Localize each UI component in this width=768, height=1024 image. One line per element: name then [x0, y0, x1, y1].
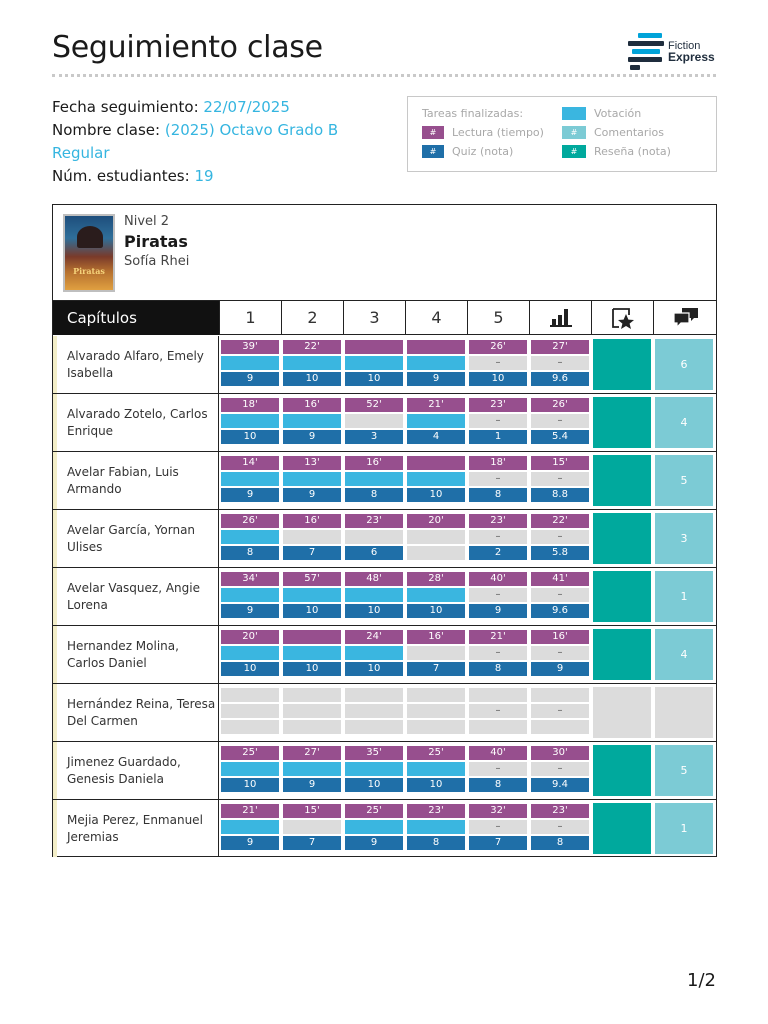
- quiz-score-cell: 3: [345, 430, 403, 444]
- reading-time-cell: 23': [531, 804, 589, 818]
- reading-time-cell: 25': [345, 804, 403, 818]
- chapter-header-1: 1: [219, 301, 281, 335]
- quiz-score-cell: 10: [345, 778, 403, 792]
- vote-cell: –: [469, 820, 527, 834]
- reading-time-cell: 23': [345, 514, 403, 528]
- quiz-score-cell: 7: [283, 836, 341, 850]
- student-row: [53, 742, 716, 800]
- reading-time-cell: 16': [283, 514, 341, 528]
- reading-time-cell: 30': [531, 746, 589, 760]
- page-number: 1/2: [687, 970, 716, 991]
- quiz-score-cell: 4: [407, 430, 465, 444]
- review-cell: [593, 687, 651, 738]
- student-name: Hernandez Molina, Carlos Daniel: [53, 626, 219, 683]
- comments-count-cell: 5: [655, 455, 713, 506]
- quiz-score-cell: [221, 720, 279, 734]
- chapter-header-2: 2: [281, 301, 343, 335]
- student-name: Avelar García, Yornan Ulises: [53, 510, 219, 567]
- vote-cell: [407, 588, 465, 602]
- review-cell: [593, 803, 651, 854]
- student-name: Alvarado Zotelo, Carlos Enrique: [53, 394, 219, 451]
- quiz-score-cell: 9: [221, 488, 279, 502]
- quiz-score-cell: [345, 720, 403, 734]
- review-cell: [593, 339, 651, 390]
- legend-resena: [562, 145, 671, 158]
- legend-lectura-label: Lectura (tiempo): [452, 126, 544, 139]
- legend-title: Tareas finalizadas:: [422, 107, 524, 120]
- vote-cell: [221, 472, 279, 486]
- vote-cell: [221, 530, 279, 544]
- reading-time-cell: [345, 340, 403, 354]
- vote-cell: –: [531, 588, 589, 602]
- review-cell: [593, 397, 651, 448]
- vote-cell: –: [531, 820, 589, 834]
- cover-title: Piratas: [73, 266, 105, 276]
- vote-cell: –: [469, 414, 527, 428]
- quiz-score-cell: 9: [221, 372, 279, 386]
- reading-time-cell: 18': [221, 398, 279, 412]
- quiz-score-cell: 9.4: [531, 778, 589, 792]
- legend-lectura: [422, 126, 544, 139]
- fecha-value: 22/07/2025: [203, 98, 290, 116]
- book-level: Nivel 2: [124, 214, 170, 229]
- reading-time-cell: 22': [531, 514, 589, 528]
- vote-cell: [221, 588, 279, 602]
- reading-time-cell: 41': [531, 572, 589, 586]
- reading-time-cell: 15': [283, 804, 341, 818]
- vote-cell: –: [531, 472, 589, 486]
- quiz-score-cell: 7: [407, 662, 465, 676]
- comments-count-cell: 1: [655, 571, 713, 622]
- reading-time-cell: 16': [345, 456, 403, 470]
- vote-cell: [345, 414, 403, 428]
- legend-comentarios-swatch: #: [562, 126, 586, 139]
- vote-cell: –: [531, 414, 589, 428]
- legend-comentarios: [562, 126, 664, 139]
- vote-cell: [407, 704, 465, 718]
- reading-time-cell: 21': [407, 398, 465, 412]
- vote-cell: –: [469, 704, 527, 718]
- quiz-score-cell: [407, 546, 465, 560]
- reading-time-cell: 20': [221, 630, 279, 644]
- reading-time-cell: 15': [531, 456, 589, 470]
- reading-time-cell: 16': [283, 398, 341, 412]
- student-name: Alvarado Alfaro, Emely Isabella: [53, 336, 219, 393]
- quiz-score-cell: 9: [283, 778, 341, 792]
- quiz-score-cell: 6: [345, 546, 403, 560]
- quiz-score-cell: 9.6: [531, 372, 589, 386]
- quiz-score-cell: 8: [469, 488, 527, 502]
- student-name: Jimenez Guardado, Genesis Daniela: [53, 742, 219, 799]
- review-cell: [593, 745, 651, 796]
- comments-icon: [653, 301, 718, 335]
- quiz-score-cell: 5.8: [531, 546, 589, 560]
- reading-time-cell: 21': [469, 630, 527, 644]
- legend-resena-swatch: #: [562, 145, 586, 158]
- quiz-score-cell: 5.4: [531, 430, 589, 444]
- vote-cell: [407, 414, 465, 428]
- student-row: [53, 452, 716, 510]
- quiz-score-cell: 10: [345, 604, 403, 618]
- reading-time-cell: 35': [345, 746, 403, 760]
- reading-time-cell: 22': [283, 340, 341, 354]
- reading-time-cell: 34': [221, 572, 279, 586]
- quiz-score-cell: 10: [407, 778, 465, 792]
- quiz-score-cell: 9: [407, 372, 465, 386]
- comments-count-cell: 4: [655, 397, 713, 448]
- reading-time-cell: 14': [221, 456, 279, 470]
- quiz-score-cell: 8: [407, 836, 465, 850]
- reading-time-cell: [469, 688, 527, 702]
- vote-cell: [407, 646, 465, 660]
- reading-time-cell: 16': [407, 630, 465, 644]
- reading-time-cell: 52': [345, 398, 403, 412]
- comments-count-cell: [655, 687, 713, 738]
- student-row: [53, 336, 716, 394]
- vote-cell: –: [469, 588, 527, 602]
- quiz-score-cell: 10: [221, 430, 279, 444]
- quiz-score-cell: 8: [345, 488, 403, 502]
- vote-cell: [221, 704, 279, 718]
- clase-value: (2025) Octavo Grado B Regular: [52, 121, 339, 162]
- book-header: [53, 205, 716, 301]
- vote-cell: [283, 588, 341, 602]
- quiz-score-cell: 10: [283, 604, 341, 618]
- legend-quiz-swatch: #: [422, 145, 444, 158]
- quiz-score-cell: 2: [469, 546, 527, 560]
- chapters-header: [53, 301, 716, 335]
- review-cell: [593, 513, 651, 564]
- progress-table: [52, 204, 717, 857]
- legend-quiz-label: Quiz (nota): [452, 145, 514, 158]
- logo-mark-icon: [628, 33, 664, 71]
- vote-cell: –: [469, 356, 527, 370]
- quiz-score-cell: 9.6: [531, 604, 589, 618]
- quiz-score-cell: 9: [345, 836, 403, 850]
- chapter-header-5: 5: [467, 301, 529, 335]
- vote-cell: [283, 530, 341, 544]
- review-cell: [593, 629, 651, 680]
- reading-time-cell: [283, 630, 341, 644]
- reading-time-cell: 39': [221, 340, 279, 354]
- comments-count-cell: 3: [655, 513, 713, 564]
- quiz-score-cell: 10: [345, 662, 403, 676]
- reading-time-cell: 40': [469, 572, 527, 586]
- legend-lectura-swatch: #: [422, 126, 444, 139]
- reading-time-cell: 21': [221, 804, 279, 818]
- book-title: Piratas: [124, 232, 188, 251]
- vote-cell: –: [531, 762, 589, 776]
- class-info: [52, 96, 382, 188]
- legend-votacion-swatch: [562, 107, 586, 120]
- vote-cell: [345, 530, 403, 544]
- vote-cell: [221, 762, 279, 776]
- title-divider: [52, 74, 716, 77]
- legend-votacion: [562, 107, 641, 120]
- quiz-score-cell: 9: [531, 662, 589, 676]
- quiz-score-cell: 8.8: [531, 488, 589, 502]
- vote-cell: –: [469, 762, 527, 776]
- reading-time-cell: 26': [221, 514, 279, 528]
- legend-quiz: [422, 145, 513, 158]
- reading-time-cell: 27': [283, 746, 341, 760]
- vote-cell: [345, 646, 403, 660]
- vote-cell: [345, 356, 403, 370]
- student-row: [53, 510, 716, 568]
- legend-votacion-label: Votación: [594, 107, 642, 120]
- student-row: [53, 684, 716, 742]
- vote-cell: [345, 472, 403, 486]
- vote-cell: [345, 820, 403, 834]
- quiz-score-cell: 8: [531, 836, 589, 850]
- reading-time-cell: 25': [221, 746, 279, 760]
- chapter-header-4: 4: [405, 301, 467, 335]
- logo-text-fiction: Fiction: [668, 40, 701, 52]
- vote-cell: [345, 588, 403, 602]
- student-name: Avelar Vasquez, Angie Lorena: [53, 568, 219, 625]
- comments-count-cell: 4: [655, 629, 713, 680]
- vote-cell: –: [469, 646, 527, 660]
- quiz-score-cell: 8: [469, 662, 527, 676]
- reading-time-cell: 32': [469, 804, 527, 818]
- quiz-score-cell: 9: [283, 430, 341, 444]
- ship-sail-shape: [77, 226, 103, 248]
- vote-cell: [283, 414, 341, 428]
- reading-time-cell: 27': [531, 340, 589, 354]
- bar-chart-icon: [529, 301, 591, 335]
- vote-cell: –: [531, 356, 589, 370]
- vote-cell: [407, 356, 465, 370]
- quiz-score-cell: [469, 720, 527, 734]
- vote-cell: [345, 762, 403, 776]
- quiz-score-cell: 10: [283, 662, 341, 676]
- reading-time-cell: [531, 688, 589, 702]
- quiz-score-cell: 8: [469, 778, 527, 792]
- reading-time-cell: [407, 340, 465, 354]
- quiz-score-cell: [407, 720, 465, 734]
- fecha-label: Fecha seguimiento:: [52, 98, 199, 116]
- reading-time-cell: 13': [283, 456, 341, 470]
- reading-time-cell: [283, 688, 341, 702]
- review-cell: [593, 455, 651, 506]
- logo-text-express: Express: [668, 50, 715, 64]
- vote-cell: [221, 646, 279, 660]
- reading-time-cell: [221, 688, 279, 702]
- quiz-score-cell: 10: [345, 372, 403, 386]
- quiz-score-cell: 10: [469, 372, 527, 386]
- vote-cell: [221, 820, 279, 834]
- vote-cell: [283, 472, 341, 486]
- vote-cell: [407, 530, 465, 544]
- vote-cell: –: [531, 646, 589, 660]
- reading-time-cell: 26': [531, 398, 589, 412]
- reading-time-cell: 16': [531, 630, 589, 644]
- chapters-label: Capítulos: [53, 301, 219, 335]
- quiz-score-cell: 1: [469, 430, 527, 444]
- vote-cell: –: [469, 472, 527, 486]
- estudiantes-label: Núm. estudiantes:: [52, 167, 190, 185]
- student-name: Avelar Fabian, Luis Armando: [53, 452, 219, 509]
- student-row: [53, 568, 716, 626]
- quiz-score-cell: 10: [407, 488, 465, 502]
- clase-label: Nombre clase:: [52, 121, 161, 139]
- quiz-score-cell: 9: [469, 604, 527, 618]
- reading-time-cell: 48': [345, 572, 403, 586]
- vote-cell: –: [469, 530, 527, 544]
- legend-comentarios-label: Comentarios: [594, 126, 664, 139]
- comments-count-cell: 1: [655, 803, 713, 854]
- reading-time-cell: [407, 456, 465, 470]
- quiz-score-cell: 10: [283, 372, 341, 386]
- reading-time-cell: 23': [469, 398, 527, 412]
- reading-time-cell: [345, 688, 403, 702]
- legend-resena-label: Reseña (nota): [594, 145, 671, 158]
- quiz-score-cell: 10: [221, 778, 279, 792]
- reading-time-cell: 18': [469, 456, 527, 470]
- reading-time-cell: 57': [283, 572, 341, 586]
- vote-cell: [283, 704, 341, 718]
- reading-time-cell: 23': [469, 514, 527, 528]
- student-row: [53, 394, 716, 452]
- vote-cell: [345, 704, 403, 718]
- quiz-score-cell: [531, 720, 589, 734]
- student-name: Hernández Reina, Teresa Del Carmen: [53, 684, 219, 741]
- quiz-score-cell: 8: [221, 546, 279, 560]
- book-cover-image: [63, 214, 115, 292]
- chapter-header-3: 3: [343, 301, 405, 335]
- comments-count-cell: 5: [655, 745, 713, 796]
- quiz-score-cell: [283, 720, 341, 734]
- star-icon: [591, 301, 653, 335]
- quiz-score-cell: 9: [283, 488, 341, 502]
- vote-cell: [283, 820, 341, 834]
- reading-time-cell: 24': [345, 630, 403, 644]
- student-name: Mejia Perez, Enmanuel Jeremias: [53, 800, 219, 857]
- quiz-score-cell: 10: [407, 604, 465, 618]
- book-author: Sofía Rhei: [124, 254, 190, 269]
- vote-cell: [283, 762, 341, 776]
- estudiantes-value: 19: [194, 167, 214, 185]
- vote-cell: [283, 356, 341, 370]
- vote-cell: [407, 472, 465, 486]
- quiz-score-cell: 9: [221, 604, 279, 618]
- comments-count-cell: 6: [655, 339, 713, 390]
- reading-time-cell: 28': [407, 572, 465, 586]
- page-title: Seguimiento clase: [52, 30, 323, 65]
- legend: [407, 96, 717, 172]
- student-row: [53, 626, 716, 684]
- reading-time-cell: 40': [469, 746, 527, 760]
- reading-time-cell: 25': [407, 746, 465, 760]
- quiz-score-cell: 10: [221, 662, 279, 676]
- vote-cell: [221, 414, 279, 428]
- reading-time-cell: [407, 688, 465, 702]
- student-row: [53, 800, 716, 858]
- reading-time-cell: 26': [469, 340, 527, 354]
- quiz-score-cell: 9: [221, 836, 279, 850]
- fiction-express-logo: [628, 33, 720, 71]
- vote-cell: [221, 356, 279, 370]
- vote-cell: –: [531, 530, 589, 544]
- quiz-score-cell: 7: [283, 546, 341, 560]
- vote-cell: [283, 646, 341, 660]
- vote-cell: [407, 762, 465, 776]
- reading-time-cell: 23': [407, 804, 465, 818]
- review-cell: [593, 571, 651, 622]
- quiz-score-cell: 7: [469, 836, 527, 850]
- vote-cell: [407, 820, 465, 834]
- reading-time-cell: 20': [407, 514, 465, 528]
- vote-cell: –: [531, 704, 589, 718]
